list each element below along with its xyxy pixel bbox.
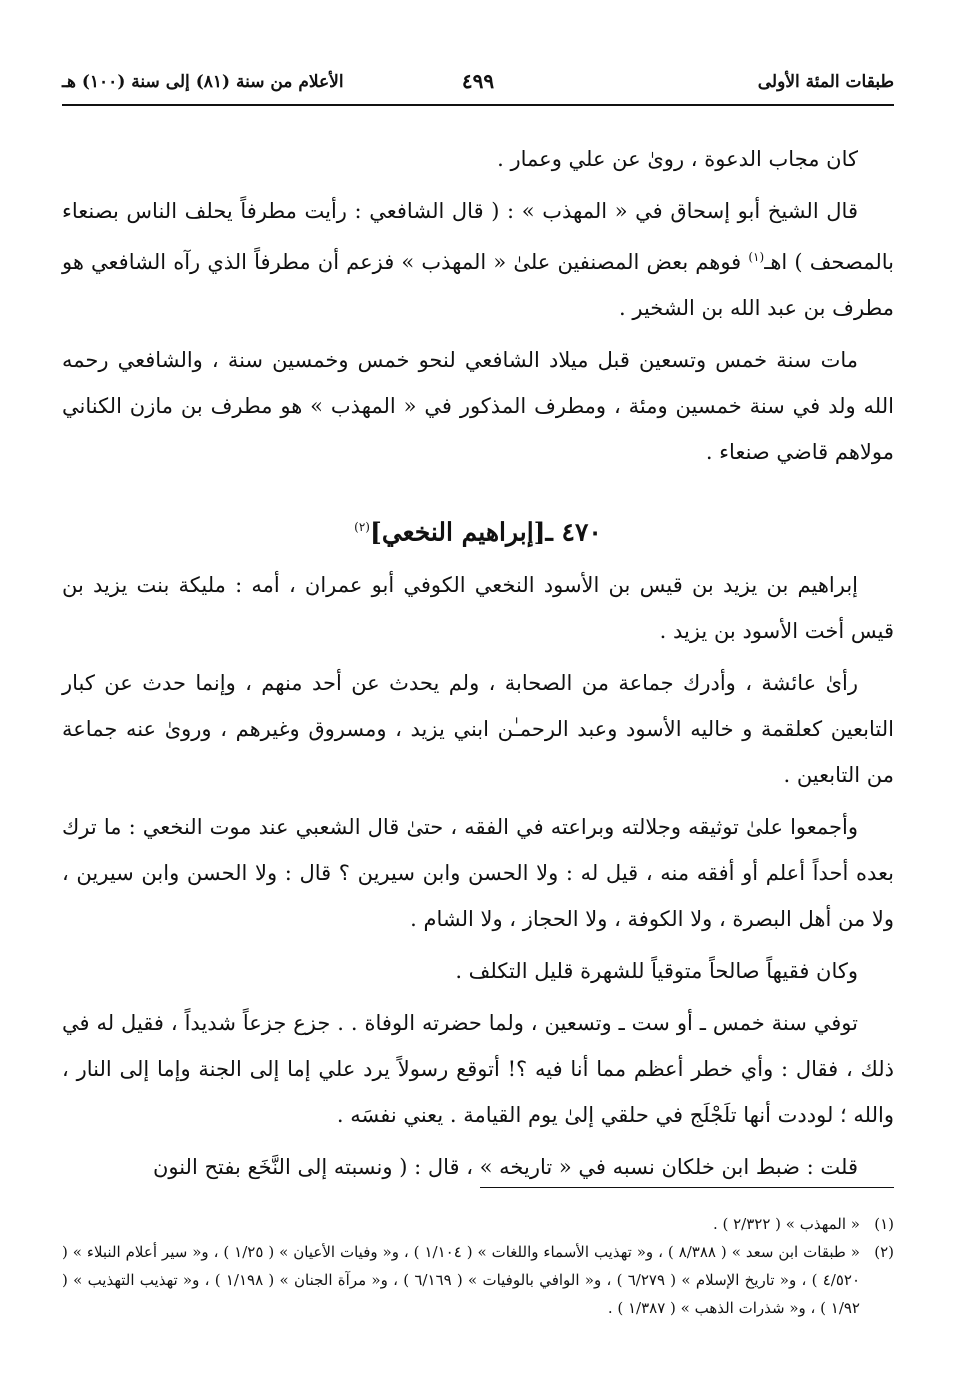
paragraph (62, 188, 894, 331)
footnote-item (62, 1238, 894, 1322)
main-text (62, 136, 894, 1190)
footnote-text: « المهذب » ( ٢/٣٢٢ ) . (712, 1215, 860, 1233)
paragraph: توفي سنة خمس ـ أو ست ـ وتسعين ، ولما حضرته الوفاة . . جزع جزعاً شديداً ، فقيل له في ذلك ، فقال : وأي خطر أعظم مما أنا فيه ؟! أتوقع رسولاً يرد علي إما إلى الجنة وإما إلى النار ، والله ؛ لوددت أنها تلَجْلَج في حلقي إلىٰ يوم القيامة . يعني نفسَه . (62, 1011, 894, 1128)
paragraph-text-continued: فوهم بعض المصنفين علىٰ « المهذب » فزعم أن مطرفاً الذي رآه الشافعي هو مطرف بن عبد الله بن الشخير . (62, 250, 894, 320)
header-divider (62, 104, 894, 106)
paragraph: إبراهيم بن يزيد بن قيس بن الأسود النخعي الكوفي أبو عمران ، أمه : مليكة بنت يزيد بن قيس أخت الأسود بن يزيد . (62, 573, 894, 644)
paragraph: كان مجاب الدعوة ، روىٰ عن علي وعمار . (497, 147, 858, 171)
paragraph: وأجمعوا علىٰ توثيقه وجلالته وبراعته في الفقه ، حتىٰ قال الشعبي عند موت النخعي : ما ترك بعده أحداً أعلم أو أفقه منه ، قيل له : ولا الحسن وابن سيرين ؟ قال : ولا الحسن وابن سيرين ، ولا من أهل البصرة ، ولا الكوفة ، ولا الحجاز ، ولا الشام . (62, 815, 894, 932)
entry-title: [إبراهيم النخعي] (369, 517, 546, 547)
footnote-reference: (١) (748, 250, 765, 264)
header-book-title: طبقات المئة الأولى (757, 72, 894, 92)
paragraph: وكان فقيهاً صالحاً متوقياً للشهرة قليل التكلف . (455, 959, 858, 984)
footnote-text: « طبقات ابن سعد » ( ٨/٣٨٨ ) ، و« تهذيب الأسماء واللغات » ( ١/١٠٤ ) ، و« وفيات الأعيان » ( ١/٢٥ ) ، و« سير أعلام النبلاء » ( ٤/٥٢٠ ) ، و« تاريخ الإسلام » ( ٦/٢٧٩ ) ، و« الوافي بالوفيات » ( ٦/١٦٩ ) ، و« مرآة الجنان » ( ١/١٩٨ ) ، و« تهذيب التهذيب » ( ١/٩٢ ) ، و« شذرات الذهب » ( ١/٣٨٧ ) . (62, 1243, 860, 1317)
book-page (62, 0, 894, 1391)
footnote-number: (١) (874, 1215, 894, 1233)
footnote-divider (480, 1187, 894, 1188)
entry-number: ٤٧٠ ـ (545, 517, 602, 547)
running-header (62, 69, 894, 102)
footnote-number: (٢) (874, 1243, 894, 1261)
entry-heading (62, 507, 894, 552)
footnote-item (62, 1210, 894, 1238)
paragraph: قلت : ضبط ابن خلكان نسبه في « تاريخه » ، قال : ( ونسبته إلى النَّخَع بفتح النون (152, 1155, 858, 1180)
page-number: ٤٩٩ (461, 69, 495, 93)
paragraph: رأىٰ عائشة ، وأدرك جماعة من الصحابة ، ولم يحدث عن أحد منهم ، وإنما حدث عن كبار التابعين كعلقمة و خاليه الأسود وعبد الرحمـٰن ابني يزيد ، ومسروق وغيرهم ، وروىٰ عنه جماعة من التابعين . (62, 671, 894, 788)
footnotes (62, 1210, 894, 1322)
footnote-reference: (٢) (354, 520, 370, 534)
header-section-title: الأعلام من سنة (٨١) إلى سنة (١٠٠) هـ (62, 72, 344, 92)
paragraph-text: قال الشيخ أبو إسحاق في « المهذب » : ( قال الشافعي : رأيت مطرفاً يحلف الناس بصنعاء بالمصحف ) اهـ (62, 199, 894, 274)
paragraph: مات سنة خمس وتسعين قبل ميلاد الشافعي لنحو خمس وخمسين سنة ، والشافعي رحمه الله ولد في سنة خمسين ومئة ، ومطرف المذكور في « المهذب » هو مطرف بن مازن الكناني مولاهم قاضي صنعاء . (62, 348, 894, 464)
